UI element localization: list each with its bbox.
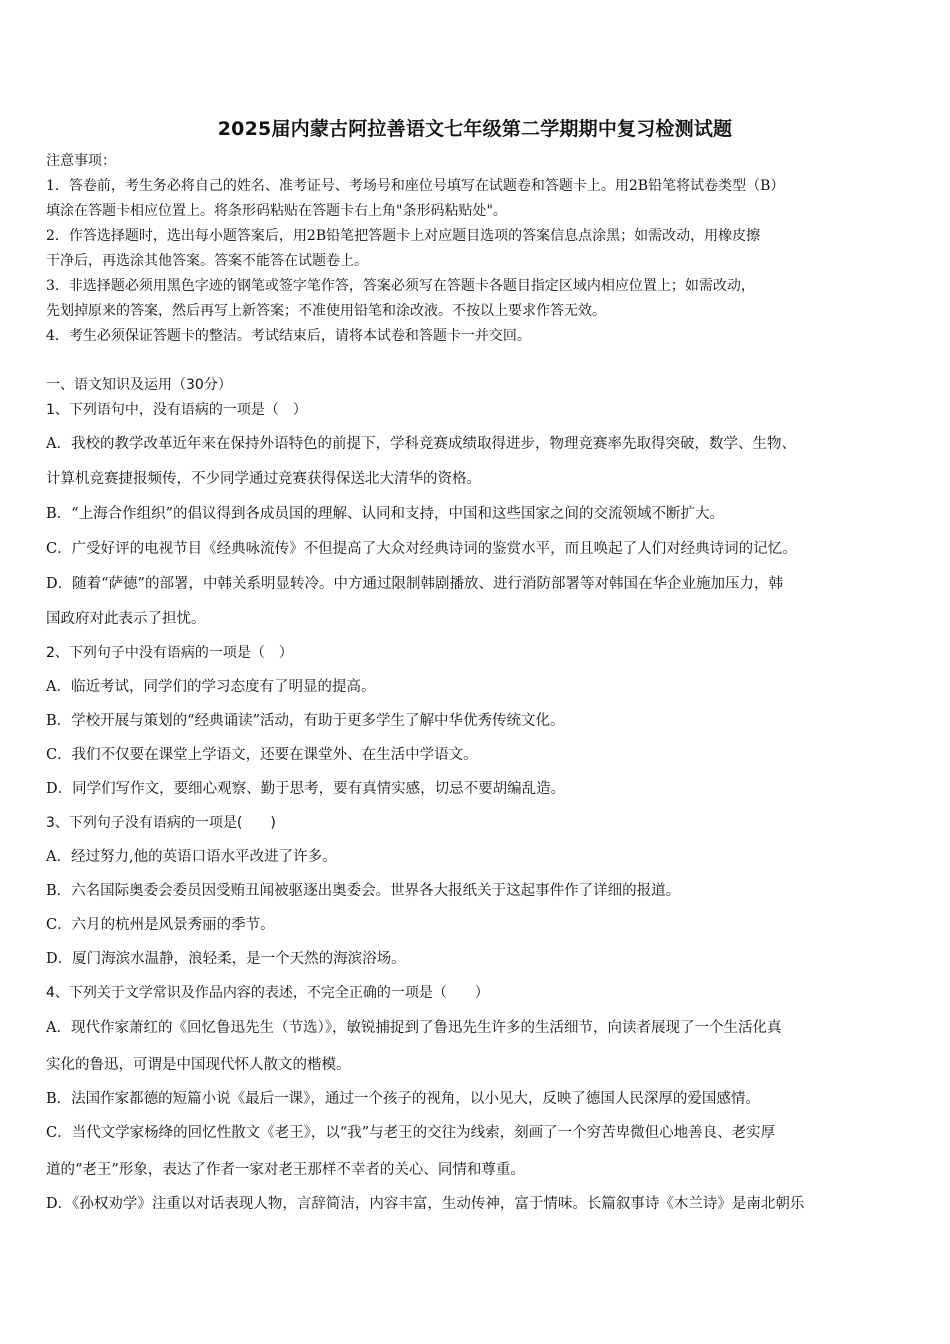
question-4-option-d: D．《孙权劝学》注重以对话表现人物，言辞简洁，内容丰富，生动传神，富于情味。长篇叙事诗《木兰诗》是南北朝乐 <box>46 1196 805 1212</box>
question-2-option-a: A．临近考试，同学们的学习态度有了明显的提高。 <box>46 679 376 695</box>
question-2-option-c: C．我们不仅要在课堂上学语文，还要在课堂外、在生活中学语文。 <box>46 747 478 763</box>
notice-line: 4．考生必须保证答题卡的整洁。考试结束后，请将本试卷和答题卡一并交回。 <box>46 328 531 344</box>
notice-line: 先划掉原来的答案，然后再写上新答案；不准使用铅笔和涂改液。不按以上要求作答无效。 <box>46 303 606 319</box>
question-1-option-a-cont: 计算机竞赛捷报频传，不少同学通过竞赛获得保送北大清华的资格。 <box>46 471 481 487</box>
question-4-option-c: C．当代文学家杨绛的回忆性散文《老王》，以“我”与老王的交往为线索，刻画了一个穷苦卑微但心地善良、老实厚 <box>46 1125 776 1141</box>
question-1-stem: 1、下列语句中，没有语病的一项是（ ） <box>46 402 307 418</box>
notice-heading: 注意事项： <box>46 153 116 169</box>
notice-line: 2．作答选择题时，选出每小题答案后，用2B铅笔把答题卡上对应题目选项的答案信息点涂黑；如需改动，用橡皮擦 <box>46 228 761 244</box>
notice-line: 1．答卷前，考生务必将自己的姓名、准考证号、考场号和座位号填写在试题卷和答题卡上。用2B铅笔将试卷类型（B） <box>46 178 785 194</box>
question-3-option-b: B．六名国际奥委会委员因受贿丑闻被驱逐出奥委会。世界各大报纸关于这起事件作了详细的报道。 <box>46 883 681 899</box>
question-4-option-c-cont: 道的“老王”形象，表达了作者一家对老王那样不幸者的关心、同情和尊重。 <box>46 1162 525 1178</box>
notice-line: 干净后，再选涂其他答案。答案不能答在试题卷上。 <box>46 253 368 269</box>
question-1-option-c: C．广受好评的电视节目《经典咏流传》不但提高了大众对经典诗词的鉴赏水平，而且唤起了人们对经典诗词的记忆。 <box>46 541 797 557</box>
question-1-option-d-cont: 国政府对此表示了担忧。 <box>46 611 206 627</box>
question-1-option-b: B．“上海合作组织”的倡议得到各成员国的理解、认同和支持，中国和这些国家之间的交流领域不断扩大。 <box>46 506 724 522</box>
question-1-option-d: D．随着“萨德”的部署，中韩关系明显转冷。中方通过限制韩剧播放、进行消防部署等对韩国在华企业施加压力，韩 <box>46 576 783 592</box>
question-2-stem: 2、下列句子中没有语病的一项是（ ） <box>46 645 293 661</box>
question-2-option-d: D．同学们写作文，要细心观察、勤于思考，要有真情实感，切忌不要胡编乱造。 <box>46 781 566 797</box>
notice-line: 3．非选择题必须用黑色字迹的钢笔或签字笔作答，答案必须写在答题卡各题目指定区域内相应位置上；如需改动， <box>46 278 755 294</box>
page-title: 2025届内蒙古阿拉善语文七年级第二学期期中复习检测试题 <box>217 118 733 140</box>
question-4-option-b: B．法国作家都德的短篇小说《最后一课》，通过一个孩子的视角，以小见大，反映了德国人民深厚的爱国感情。 <box>46 1091 760 1107</box>
question-4-stem: 4、下列关于文学常识及作品内容的表述，不完全正确的一项是（ ） <box>46 985 489 1001</box>
question-3-option-c: C．六月的杭州是风景秀丽的季节。 <box>46 917 275 933</box>
question-1-option-a: A．我校的教学改革近年来在保持外语特色的前提下，学科竞赛成绩取得进步，物理竞赛率先取得突破，数学、生物、 <box>46 436 796 452</box>
question-3-option-d: D．厦门海滨水温静，浪轻柔，是一个天然的海滨浴场。 <box>46 951 406 967</box>
question-3-stem: 3、下列句子没有语病的一项是( ) <box>46 815 276 831</box>
section-heading: 一、语文知识及运用（30分） <box>46 377 232 393</box>
question-4-option-a-cont: 实化的鲁迅，可谓是中国现代怀人散文的楷模。 <box>46 1057 351 1073</box>
notice-line: 填涂在答题卡相应位置上。将条形码粘贴在答题卡右上角"条形码粘贴处"。 <box>46 203 507 219</box>
question-2-option-b: B．学校开展与策划的“经典诵读”活动，有助于更多学生了解中华优秀传统文化。 <box>46 713 565 729</box>
question-3-option-a: A．经过努力,他的英语口语水平改进了许多。 <box>46 849 337 865</box>
question-4-option-a: A．现代作家萧红的《回忆鲁迅先生（节选）》，敏锐捕捉到了鲁迅先生许多的生活细节，向读者展现了一个生活化真 <box>46 1020 782 1036</box>
